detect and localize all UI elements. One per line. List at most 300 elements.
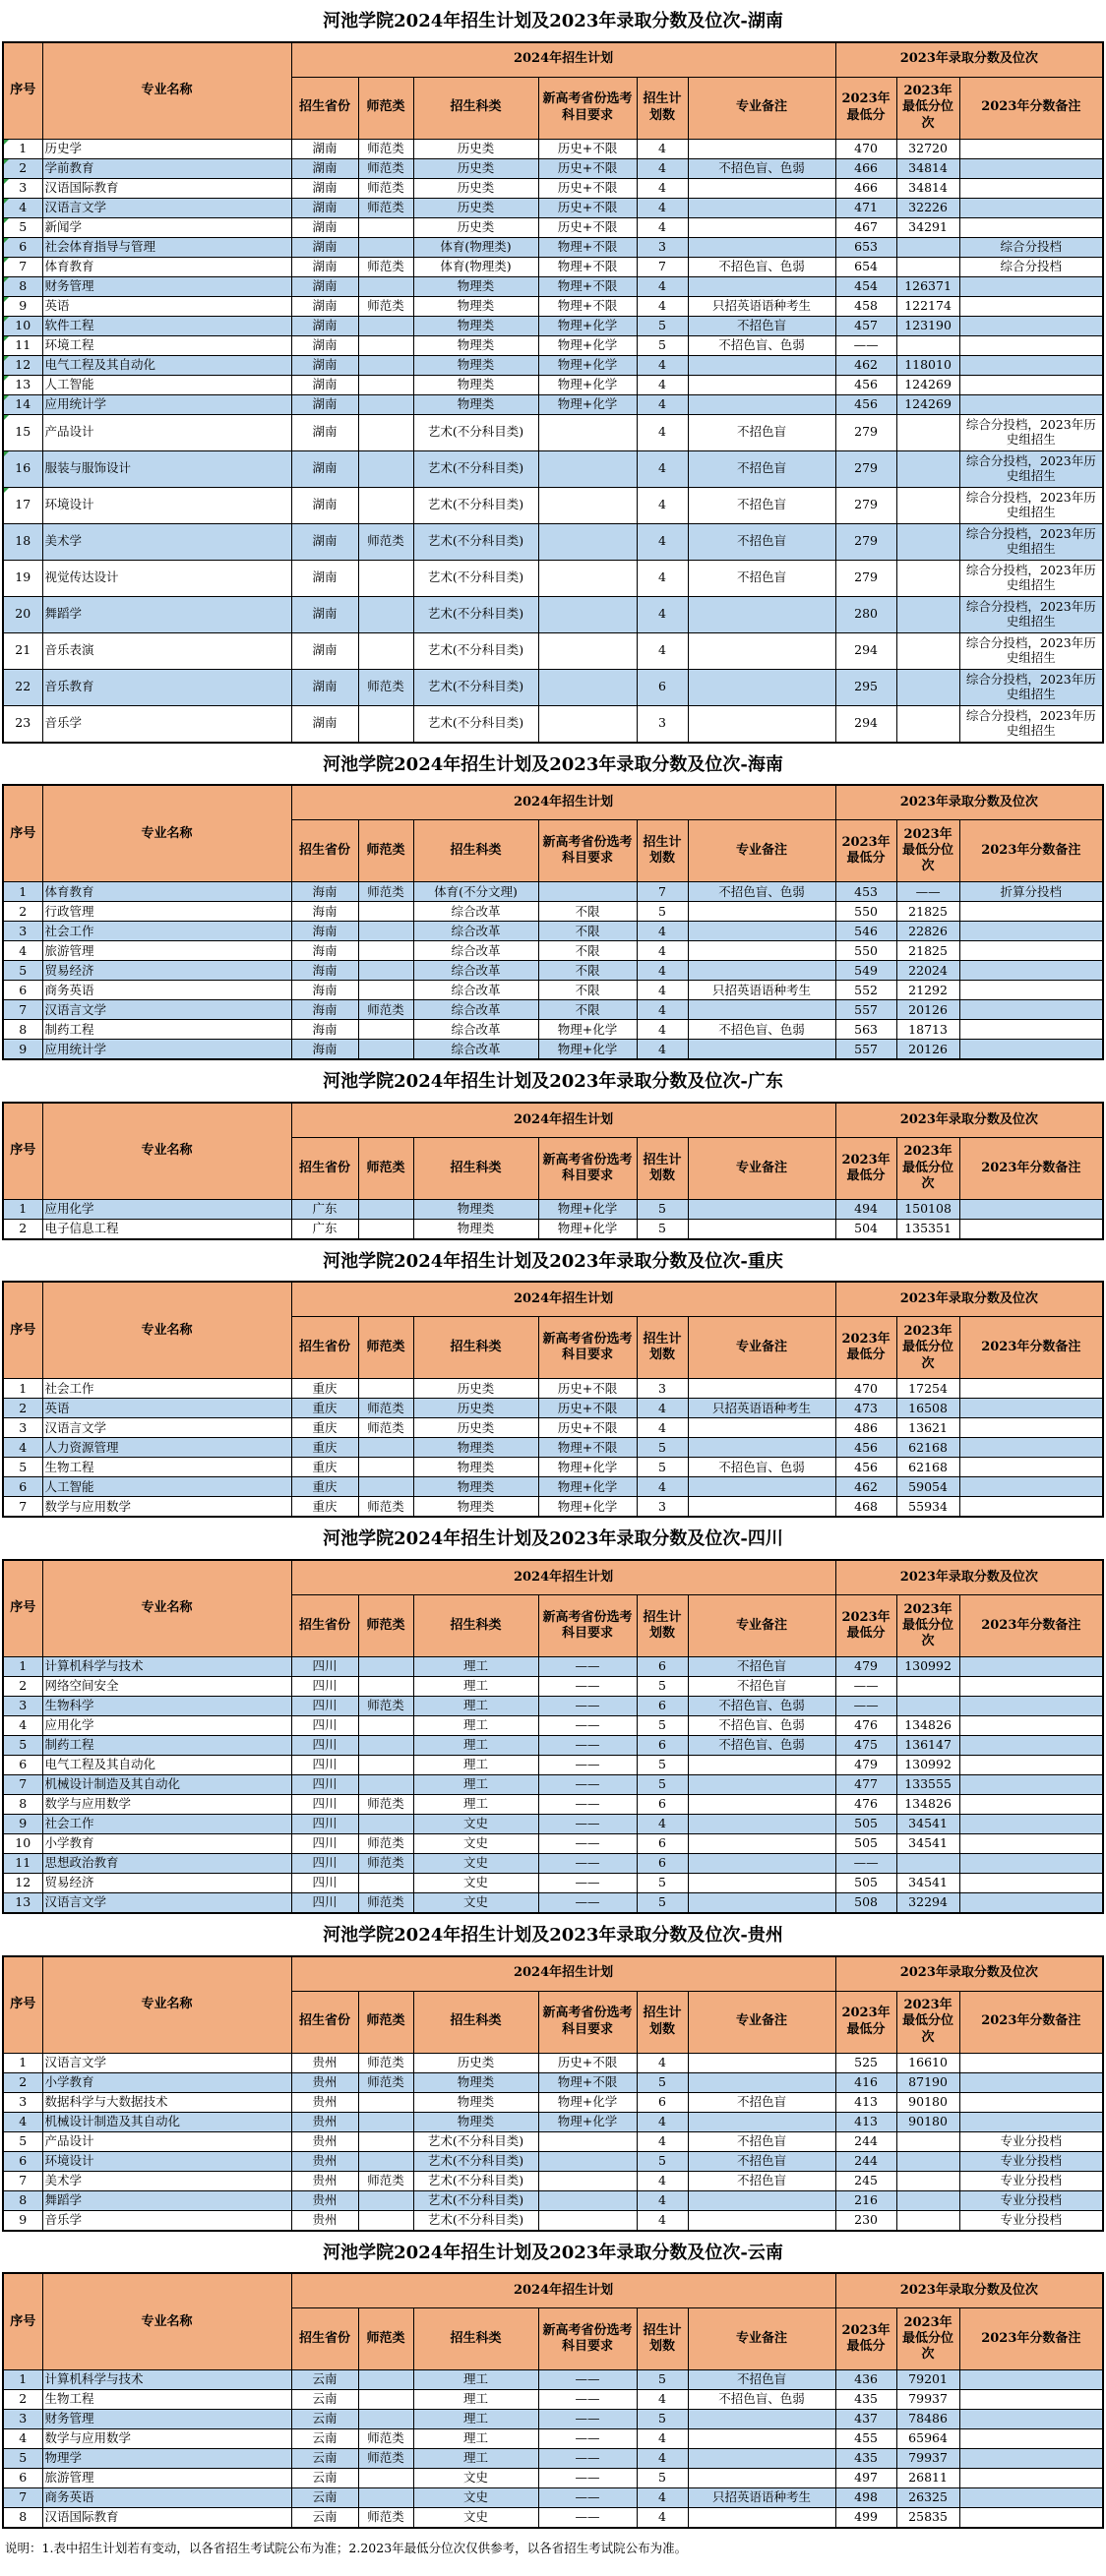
table-row bbox=[3, 902, 1103, 922]
cell-normal-class bbox=[358, 2410, 413, 2429]
cell-subject-category: 历史类 bbox=[413, 1418, 538, 1438]
cell-seq: 4 bbox=[3, 2429, 42, 2449]
cell-normal-class bbox=[358, 705, 413, 743]
cell-subject-category: 理工 bbox=[413, 1755, 538, 1774]
cell-score-remark bbox=[959, 139, 1103, 158]
cell-plan-count: 3 bbox=[637, 237, 688, 257]
cell-seq: 7 bbox=[3, 257, 42, 276]
cell-normal-class bbox=[358, 375, 413, 394]
cell-subject-requirement: 物理+不限 bbox=[538, 237, 637, 257]
cell-major: 数学与应用数学 bbox=[42, 1497, 291, 1518]
cell-score-remark bbox=[959, 902, 1103, 922]
cell-normal-class bbox=[358, 355, 413, 375]
cell-score-remark bbox=[959, 2449, 1103, 2469]
cell-province: 四川 bbox=[291, 1794, 358, 1814]
cell-min-rank: 21825 bbox=[896, 941, 959, 961]
cell-normal-class bbox=[358, 394, 413, 414]
group-header-2023-score: 2023年录取分数及位次 bbox=[835, 785, 1103, 820]
cell-province: 云南 bbox=[291, 2449, 358, 2469]
cell-score-remark bbox=[959, 941, 1103, 961]
col-header-subject-requirement: 新高考省份选考科目要求 bbox=[538, 77, 637, 139]
cell-subject-requirement: —— bbox=[538, 1735, 637, 1755]
col-header-subject-category: 招生科类 bbox=[413, 1317, 538, 1379]
cell-plan-count: 4 bbox=[637, 178, 688, 198]
cell-province: 四川 bbox=[291, 1715, 358, 1735]
cell-major: 人工智能 bbox=[42, 1477, 291, 1497]
cell-major: 应用统计学 bbox=[42, 394, 291, 414]
cell-min-score: 470 bbox=[835, 139, 896, 158]
cell-min-rank: 18713 bbox=[896, 1020, 959, 1040]
cell-min-rank bbox=[896, 2151, 959, 2171]
cell-plan-count: 5 bbox=[637, 1199, 688, 1219]
cell-major-remark bbox=[688, 669, 835, 705]
cell-normal-class bbox=[358, 2390, 413, 2410]
cell-plan-count: 4 bbox=[637, 523, 688, 560]
cell-score-remark bbox=[959, 1853, 1103, 1873]
cell-subject-requirement: —— bbox=[538, 2390, 637, 2410]
cell-normal-class bbox=[358, 981, 413, 1000]
cell-subject-category: 综合改革 bbox=[413, 1020, 538, 1040]
cell-min-rank bbox=[896, 2190, 959, 2210]
cell-min-score: 563 bbox=[835, 1020, 896, 1040]
col-header-normal-class: 师范类 bbox=[358, 820, 413, 882]
cell-subject-category: 理工 bbox=[413, 1696, 538, 1715]
cell-seq: 6 bbox=[3, 1755, 42, 1774]
cell-province: 湖南 bbox=[291, 335, 358, 355]
cell-subject-requirement: 物理+化学 bbox=[538, 1199, 637, 1219]
cell-min-score: 467 bbox=[835, 217, 896, 237]
table-row bbox=[3, 198, 1103, 217]
cell-min-rank: 134826 bbox=[896, 1715, 959, 1735]
col-header-score-remark: 2023年分数备注 bbox=[959, 1317, 1103, 1379]
cell-subject-category: 历史类 bbox=[413, 158, 538, 178]
cell-subject-category: 艺术(不分科目类) bbox=[413, 414, 538, 450]
cell-normal-class: 师范类 bbox=[358, 669, 413, 705]
cell-subject-category: 历史类 bbox=[413, 1399, 538, 1418]
cell-seq: 6 bbox=[3, 981, 42, 1000]
cell-normal-class: 师范类 bbox=[358, 1853, 413, 1873]
cell-subject-category: 理工 bbox=[413, 1774, 538, 1794]
cell-min-score: 486 bbox=[835, 1418, 896, 1438]
col-header-major-remark: 专业备注 bbox=[688, 1594, 835, 1656]
cell-subject-category: 理工 bbox=[413, 1656, 538, 1676]
cell-subject-requirement: 物理+化学 bbox=[538, 335, 637, 355]
admission-table bbox=[2, 1102, 1104, 1240]
cell-major: 学前教育 bbox=[42, 158, 291, 178]
cell-min-rank bbox=[896, 2131, 959, 2151]
cell-subject-requirement bbox=[538, 882, 637, 902]
cell-province: 海南 bbox=[291, 902, 358, 922]
cell-subject-category: 物理类 bbox=[413, 375, 538, 394]
cell-province: 湖南 bbox=[291, 276, 358, 296]
cell-major: 应用化学 bbox=[42, 1715, 291, 1735]
admission-table bbox=[2, 41, 1104, 744]
col-header-subject-category: 招生科类 bbox=[413, 820, 538, 882]
cell-min-rank: 65964 bbox=[896, 2429, 959, 2449]
cell-min-rank: 34291 bbox=[896, 217, 959, 237]
cell-plan-count: 4 bbox=[637, 450, 688, 487]
table-row bbox=[3, 1438, 1103, 1458]
cell-seq: 8 bbox=[3, 2190, 42, 2210]
cell-min-score: 456 bbox=[835, 1438, 896, 1458]
cell-seq: 5 bbox=[3, 2131, 42, 2151]
cell-score-remark: 折算分投档 bbox=[959, 882, 1103, 902]
group-header-2023-score: 2023年录取分数及位次 bbox=[835, 1282, 1103, 1317]
cell-major-remark bbox=[688, 355, 835, 375]
col-header-min-rank: 2023年最低分位次 bbox=[896, 1594, 959, 1656]
cell-province: 重庆 bbox=[291, 1497, 358, 1518]
cell-min-score: 497 bbox=[835, 2469, 896, 2488]
table-row bbox=[3, 1676, 1103, 1696]
cell-normal-class: 师范类 bbox=[358, 2053, 413, 2072]
table-header bbox=[3, 1560, 1103, 1657]
cell-plan-count: 4 bbox=[637, 981, 688, 1000]
cell-seq: 7 bbox=[3, 2171, 42, 2190]
col-header-province: 招生省份 bbox=[291, 2308, 358, 2370]
table-header bbox=[3, 1282, 1103, 1379]
cell-major-remark bbox=[688, 902, 835, 922]
cell-subject-requirement: 物理+化学 bbox=[538, 1458, 637, 1477]
cell-normal-class bbox=[358, 335, 413, 355]
cell-major-remark: 不招色盲 bbox=[688, 523, 835, 560]
cell-seq: 2 bbox=[3, 2390, 42, 2410]
table-section-1 bbox=[2, 0, 1104, 744]
cell-subject-requirement: 历史+不限 bbox=[538, 1418, 637, 1438]
cell-seq: 9 bbox=[3, 1040, 42, 1060]
cell-subject-requirement: 物理+不限 bbox=[538, 1438, 637, 1458]
cell-score-remark bbox=[959, 981, 1103, 1000]
col-header-min-score: 2023年最低分 bbox=[835, 1317, 896, 1379]
cell-major: 新闻学 bbox=[42, 217, 291, 237]
cell-major-remark bbox=[688, 1814, 835, 1833]
table-row bbox=[3, 1755, 1103, 1774]
cell-province: 四川 bbox=[291, 1833, 358, 1853]
cell-normal-class bbox=[358, 2488, 413, 2508]
cell-min-score: —— bbox=[835, 335, 896, 355]
cell-seq: 14 bbox=[3, 394, 42, 414]
cell-normal-class bbox=[358, 941, 413, 961]
cell-plan-count: 5 bbox=[637, 1774, 688, 1794]
group-header-2024-plan: 2024年招生计划 bbox=[291, 1560, 835, 1595]
cell-score-remark bbox=[959, 2112, 1103, 2131]
cell-score-remark: 专业分投档 bbox=[959, 2210, 1103, 2231]
cell-min-rank: 122174 bbox=[896, 296, 959, 316]
cell-major-remark: 不招色盲 bbox=[688, 2092, 835, 2112]
cell-major-remark bbox=[688, 1774, 835, 1794]
cell-major-remark: 只招英语语种考生 bbox=[688, 296, 835, 316]
cell-min-rank: 17254 bbox=[896, 1379, 959, 1399]
cell-major: 制药工程 bbox=[42, 1020, 291, 1040]
cell-province: 湖南 bbox=[291, 257, 358, 276]
cell-major-remark bbox=[688, 1833, 835, 1853]
cell-min-rank bbox=[896, 2210, 959, 2231]
cell-major: 英语 bbox=[42, 296, 291, 316]
cell-min-rank: 79937 bbox=[896, 2449, 959, 2469]
cell-min-score: 479 bbox=[835, 1656, 896, 1676]
cell-subject-requirement bbox=[538, 2151, 637, 2171]
cell-min-rank: 134826 bbox=[896, 1794, 959, 1814]
cell-min-rank: 20126 bbox=[896, 1000, 959, 1020]
cell-plan-count: 5 bbox=[637, 902, 688, 922]
table-row bbox=[3, 669, 1103, 705]
cell-min-score: 279 bbox=[835, 523, 896, 560]
cell-subject-category: 综合改革 bbox=[413, 941, 538, 961]
cell-subject-category: 理工 bbox=[413, 2390, 538, 2410]
cell-subject-requirement: 历史+不限 bbox=[538, 1379, 637, 1399]
cell-major: 财务管理 bbox=[42, 2410, 291, 2429]
cell-score-remark bbox=[959, 1219, 1103, 1239]
cell-min-score: 654 bbox=[835, 257, 896, 276]
cell-major-remark bbox=[688, 596, 835, 632]
cell-major: 数学与应用数学 bbox=[42, 2429, 291, 2449]
cell-normal-class bbox=[358, 1814, 413, 1833]
cell-min-score: 435 bbox=[835, 2390, 896, 2410]
cell-subject-category: 文史 bbox=[413, 1814, 538, 1833]
cell-plan-count: 5 bbox=[637, 2410, 688, 2429]
cell-subject-requirement: —— bbox=[538, 2508, 637, 2529]
table-row bbox=[3, 139, 1103, 158]
cell-seq: 7 bbox=[3, 1774, 42, 1794]
cell-subject-category: 艺术(不分科目类) bbox=[413, 669, 538, 705]
cell-major: 数学与应用数学 bbox=[42, 1794, 291, 1814]
table-row bbox=[3, 2449, 1103, 2469]
cell-plan-count: 5 bbox=[637, 1676, 688, 1696]
cell-plan-count: 4 bbox=[637, 2488, 688, 2508]
cell-score-remark bbox=[959, 335, 1103, 355]
table-row bbox=[3, 1418, 1103, 1438]
cell-subject-requirement: 物理+化学 bbox=[538, 2112, 637, 2131]
cell-min-score: 508 bbox=[835, 1892, 896, 1913]
cell-normal-class: 师范类 bbox=[358, 2508, 413, 2529]
col-header-seq: 序号 bbox=[3, 2273, 42, 2370]
cell-min-score: 466 bbox=[835, 158, 896, 178]
cell-subject-category: 文史 bbox=[413, 1873, 538, 1892]
cell-major-remark bbox=[688, 217, 835, 237]
cell-min-score: 466 bbox=[835, 178, 896, 198]
table-row bbox=[3, 2410, 1103, 2429]
cell-province: 贵州 bbox=[291, 2190, 358, 2210]
table-row bbox=[3, 2131, 1103, 2151]
cell-score-remark bbox=[959, 276, 1103, 296]
cell-score-remark bbox=[959, 2390, 1103, 2410]
cell-subject-requirement bbox=[538, 705, 637, 743]
table-row bbox=[3, 316, 1103, 335]
cell-subject-requirement: —— bbox=[538, 1794, 637, 1814]
table-row bbox=[3, 1477, 1103, 1497]
cell-subject-category: 理工 bbox=[413, 2370, 538, 2390]
cell-subject-requirement: —— bbox=[538, 2488, 637, 2508]
footer-note: 说明：1.表中招生计划若有变动，以各省招生考试院公布为准；2.2023年最低分位次仅供参考，以各省招生考试院公布为准。 bbox=[5, 2541, 688, 2556]
cell-score-remark bbox=[959, 394, 1103, 414]
cell-major: 财务管理 bbox=[42, 276, 291, 296]
cell-min-score: 216 bbox=[835, 2190, 896, 2210]
cell-score-remark bbox=[959, 1438, 1103, 1458]
cell-seq: 7 bbox=[3, 2488, 42, 2508]
cell-normal-class bbox=[358, 560, 413, 596]
cell-major: 制药工程 bbox=[42, 1735, 291, 1755]
cell-major-remark: 不招色盲、色弱 bbox=[688, 158, 835, 178]
group-header-2024-plan: 2024年招生计划 bbox=[291, 42, 835, 78]
cell-major-remark bbox=[688, 941, 835, 961]
cell-min-rank: 90180 bbox=[896, 2092, 959, 2112]
cell-major: 汉语国际教育 bbox=[42, 178, 291, 198]
cell-score-remark bbox=[959, 217, 1103, 237]
cell-major: 音乐学 bbox=[42, 705, 291, 743]
table-row bbox=[3, 1399, 1103, 1418]
cell-subject-category: 文史 bbox=[413, 1853, 538, 1873]
cell-plan-count: 4 bbox=[637, 139, 688, 158]
table-row bbox=[3, 2508, 1103, 2529]
cell-major: 生物科学 bbox=[42, 1696, 291, 1715]
cell-plan-count: 4 bbox=[637, 217, 688, 237]
cell-major-remark: 不招色盲 bbox=[688, 487, 835, 523]
cell-major-remark: 不招色盲、色弱 bbox=[688, 1735, 835, 1755]
cell-min-rank: 32720 bbox=[896, 139, 959, 158]
cell-subject-category: 文史 bbox=[413, 2469, 538, 2488]
cell-min-rank bbox=[896, 632, 959, 669]
table-row bbox=[3, 1199, 1103, 1219]
cell-normal-class bbox=[358, 1656, 413, 1676]
cell-plan-count: 4 bbox=[637, 1477, 688, 1497]
cell-plan-count: 4 bbox=[637, 2131, 688, 2151]
table-body bbox=[3, 1199, 1103, 1239]
cell-subject-category: 艺术(不分科目类) bbox=[413, 632, 538, 669]
cell-province: 贵州 bbox=[291, 2053, 358, 2072]
cell-min-rank: 135351 bbox=[896, 1219, 959, 1239]
cell-score-remark bbox=[959, 1000, 1103, 1020]
cell-normal-class: 师范类 bbox=[358, 1000, 413, 1020]
cell-subject-requirement bbox=[538, 487, 637, 523]
admission-table bbox=[2, 1281, 1104, 1518]
cell-subject-requirement bbox=[538, 2171, 637, 2190]
cell-major: 音乐表演 bbox=[42, 632, 291, 669]
cell-province: 广东 bbox=[291, 1219, 358, 1239]
cell-seq: 4 bbox=[3, 198, 42, 217]
cell-normal-class bbox=[358, 2469, 413, 2488]
cell-subject-category: 艺术(不分科目类) bbox=[413, 705, 538, 743]
cell-min-rank bbox=[896, 450, 959, 487]
cell-province: 海南 bbox=[291, 941, 358, 961]
cell-plan-count: 4 bbox=[637, 1814, 688, 1833]
cell-province: 云南 bbox=[291, 2429, 358, 2449]
section-title: 河池学院2024年招生计划及2023年录取分数及位次-重庆 bbox=[323, 1250, 783, 1272]
table-section-4 bbox=[2, 1240, 1104, 1519]
cell-normal-class: 师范类 bbox=[358, 882, 413, 902]
cell-score-remark bbox=[959, 316, 1103, 335]
cell-subject-category: 文史 bbox=[413, 2488, 538, 2508]
header-group-row bbox=[3, 785, 1103, 820]
cell-subject-requirement: 不限 bbox=[538, 1000, 637, 1020]
cell-subject-category: 理工 bbox=[413, 2429, 538, 2449]
table-row bbox=[3, 1814, 1103, 1833]
cell-normal-class bbox=[358, 487, 413, 523]
cell-seq: 1 bbox=[3, 2053, 42, 2072]
cell-normal-class bbox=[358, 1774, 413, 1794]
cell-min-score: 505 bbox=[835, 1873, 896, 1892]
table-row bbox=[3, 1040, 1103, 1060]
cell-min-rank bbox=[896, 2171, 959, 2190]
cell-major: 音乐教育 bbox=[42, 669, 291, 705]
cell-min-score: 279 bbox=[835, 450, 896, 487]
cell-major-remark bbox=[688, 276, 835, 296]
cell-min-score: 280 bbox=[835, 596, 896, 632]
cell-major-remark bbox=[688, 1892, 835, 1913]
cell-min-score: 457 bbox=[835, 316, 896, 335]
cell-seq: 1 bbox=[3, 2370, 42, 2390]
cell-major-remark bbox=[688, 1853, 835, 1873]
cell-plan-count: 4 bbox=[637, 2210, 688, 2231]
cell-province: 云南 bbox=[291, 2370, 358, 2390]
cell-score-remark bbox=[959, 1892, 1103, 1913]
cell-seq: 9 bbox=[3, 296, 42, 316]
table-row bbox=[3, 523, 1103, 560]
cell-min-score: 525 bbox=[835, 2053, 896, 2072]
table-row bbox=[3, 1833, 1103, 1853]
cell-plan-count: 5 bbox=[637, 1438, 688, 1458]
col-header-min-score: 2023年最低分 bbox=[835, 2308, 896, 2370]
cell-province: 湖南 bbox=[291, 217, 358, 237]
cell-subject-category: 历史类 bbox=[413, 217, 538, 237]
cell-major-remark bbox=[688, 1497, 835, 1518]
cell-subject-category: 艺术(不分科目类) bbox=[413, 487, 538, 523]
cell-min-score: 505 bbox=[835, 1833, 896, 1853]
table-row bbox=[3, 2053, 1103, 2072]
cell-score-remark bbox=[959, 1379, 1103, 1399]
cell-score-remark: 专业分投档 bbox=[959, 2151, 1103, 2171]
cell-seq: 1 bbox=[3, 1199, 42, 1219]
cell-score-remark bbox=[959, 1814, 1103, 1833]
cell-normal-class: 师范类 bbox=[358, 2429, 413, 2449]
col-header-province: 招生省份 bbox=[291, 77, 358, 139]
cell-subject-requirement: 不限 bbox=[538, 902, 637, 922]
cell-province: 贵州 bbox=[291, 2151, 358, 2171]
cell-plan-count: 4 bbox=[637, 1020, 688, 1040]
cell-subject-requirement bbox=[538, 632, 637, 669]
cell-min-rank bbox=[896, 669, 959, 705]
col-header-province: 招生省份 bbox=[291, 1594, 358, 1656]
cell-seq: 21 bbox=[3, 632, 42, 669]
cell-plan-count: 3 bbox=[637, 1379, 688, 1399]
cell-score-remark bbox=[959, 198, 1103, 217]
cell-score-remark: 综合分投档，2023年历史组招生 bbox=[959, 669, 1103, 705]
cell-subject-category: 历史类 bbox=[413, 1379, 538, 1399]
table-row bbox=[3, 487, 1103, 523]
cell-major-remark bbox=[688, 2469, 835, 2488]
cell-plan-count: 6 bbox=[637, 1794, 688, 1814]
col-header-min-score: 2023年最低分 bbox=[835, 1991, 896, 2053]
cell-plan-count: 4 bbox=[637, 1399, 688, 1418]
cell-seq: 6 bbox=[3, 1477, 42, 1497]
cell-normal-class bbox=[358, 596, 413, 632]
col-header-min-score: 2023年最低分 bbox=[835, 820, 896, 882]
cell-seq: 1 bbox=[3, 1379, 42, 1399]
section-title: 河池学院2024年招生计划及2023年录取分数及位次-湖南 bbox=[323, 11, 783, 31]
table-row bbox=[3, 355, 1103, 375]
cell-province: 海南 bbox=[291, 1020, 358, 1040]
cell-min-rank bbox=[896, 257, 959, 276]
cell-subject-requirement bbox=[538, 414, 637, 450]
cell-major-remark bbox=[688, 1438, 835, 1458]
cell-normal-class bbox=[358, 1735, 413, 1755]
excel-corner-marker-icon bbox=[4, 258, 9, 263]
section-title: 河池学院2024年招生计划及2023年录取分数及位次-贵州 bbox=[323, 1924, 783, 1946]
table-body bbox=[3, 882, 1103, 1060]
cell-seq: 3 bbox=[3, 922, 42, 941]
table-row bbox=[3, 941, 1103, 961]
cell-major: 环境工程 bbox=[42, 335, 291, 355]
cell-min-rank: 90180 bbox=[896, 2112, 959, 2131]
cell-province: 重庆 bbox=[291, 1379, 358, 1399]
